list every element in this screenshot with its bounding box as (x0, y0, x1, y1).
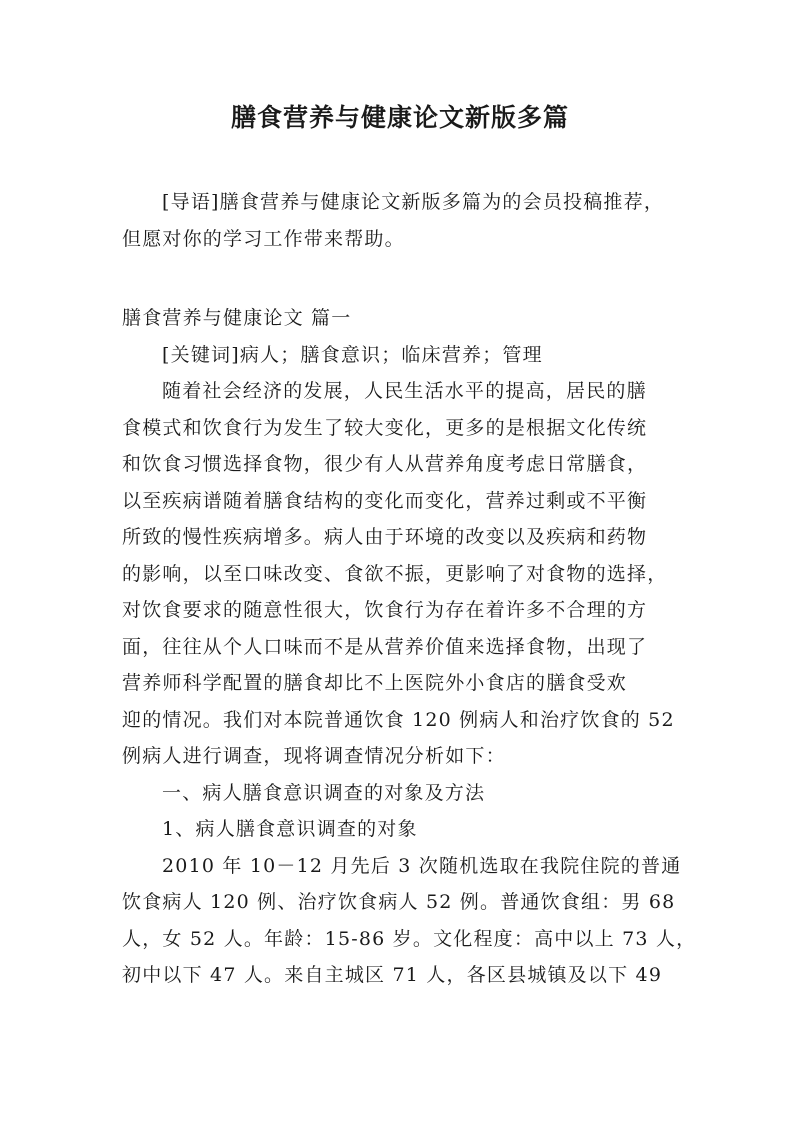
paragraph-line: 2010 年 10－12 月先后 3 次随机选取在我院住院的普通 (162, 854, 682, 877)
paragraph-line: 例病人进行调查，现将调查情况分析如下： (122, 745, 506, 767)
paragraph-line: 和饮食习惯选择食物，很少有人从营养角度考虑日常膳食， (122, 453, 648, 475)
paragraph-line: 人，女 52 人。年龄：15-86 岁。文化程度：高中以上 73 人， (122, 927, 697, 950)
paragraph-line: 的影响，以至口味改变、食欲不振，更影响了对食物的选择， (122, 562, 668, 585)
intro-line: 但愿对你的学习工作带来帮助。 (122, 227, 405, 250)
document-title: 膳食营养与健康论文新版多篇 (230, 103, 569, 132)
paragraph-line: 随着社会经济的发展，人民生活水平的提高，居民的膳 (162, 380, 647, 402)
paragraph-line: 初中以下 47 人。来自主城区 71 人，各区县城镇及以下 49 (122, 964, 663, 986)
paragraph-line: 所致的慢性疾病增多。病人由于环境的改变以及疾病和药物 (122, 526, 648, 548)
paragraph-line: 对饮食要求的随意性很大，饮食行为存在着许多不合理的方 (122, 599, 648, 621)
intro-paragraph (122, 184, 692, 257)
paragraph-line: 饮食病人 120 例、治疗饮食病人 52 例。普通饮食组：男 68 (122, 891, 676, 913)
article-body (122, 300, 697, 994)
paragraph-line: 以至疾病谱随着膳食结构的变化而变化，营养过剩或不平衡 (122, 489, 648, 512)
section-title: 膳食营养与健康论文 篇一 (122, 307, 352, 329)
heading-level-1: 一、病人膳食意识调查的对象及方法 (162, 781, 486, 804)
paragraph-line: 食模式和饮食行为发生了较大变化，更多的是根据文化传统 (122, 416, 648, 439)
paragraph-line: 面，往往从个人口味而不是从营养价值来选择食物，出现了 (122, 635, 648, 658)
intro-line: [导语]膳食营养与健康论文新版多篇为的会员投稿推荐， (162, 191, 665, 213)
paragraph-line: 迎的情况。我们对本院普通饮食 120 例病人和治疗饮食的 52 (122, 708, 675, 731)
paragraph-line: 营养师科学配置的膳食却比不上医院外小食店的膳食受欢 (122, 672, 628, 694)
keywords-line: [关键词]病人；膳食意识；临床营养；管理 (162, 343, 543, 366)
heading-level-2: 1、病人膳食意识调查的对象 (162, 818, 418, 840)
